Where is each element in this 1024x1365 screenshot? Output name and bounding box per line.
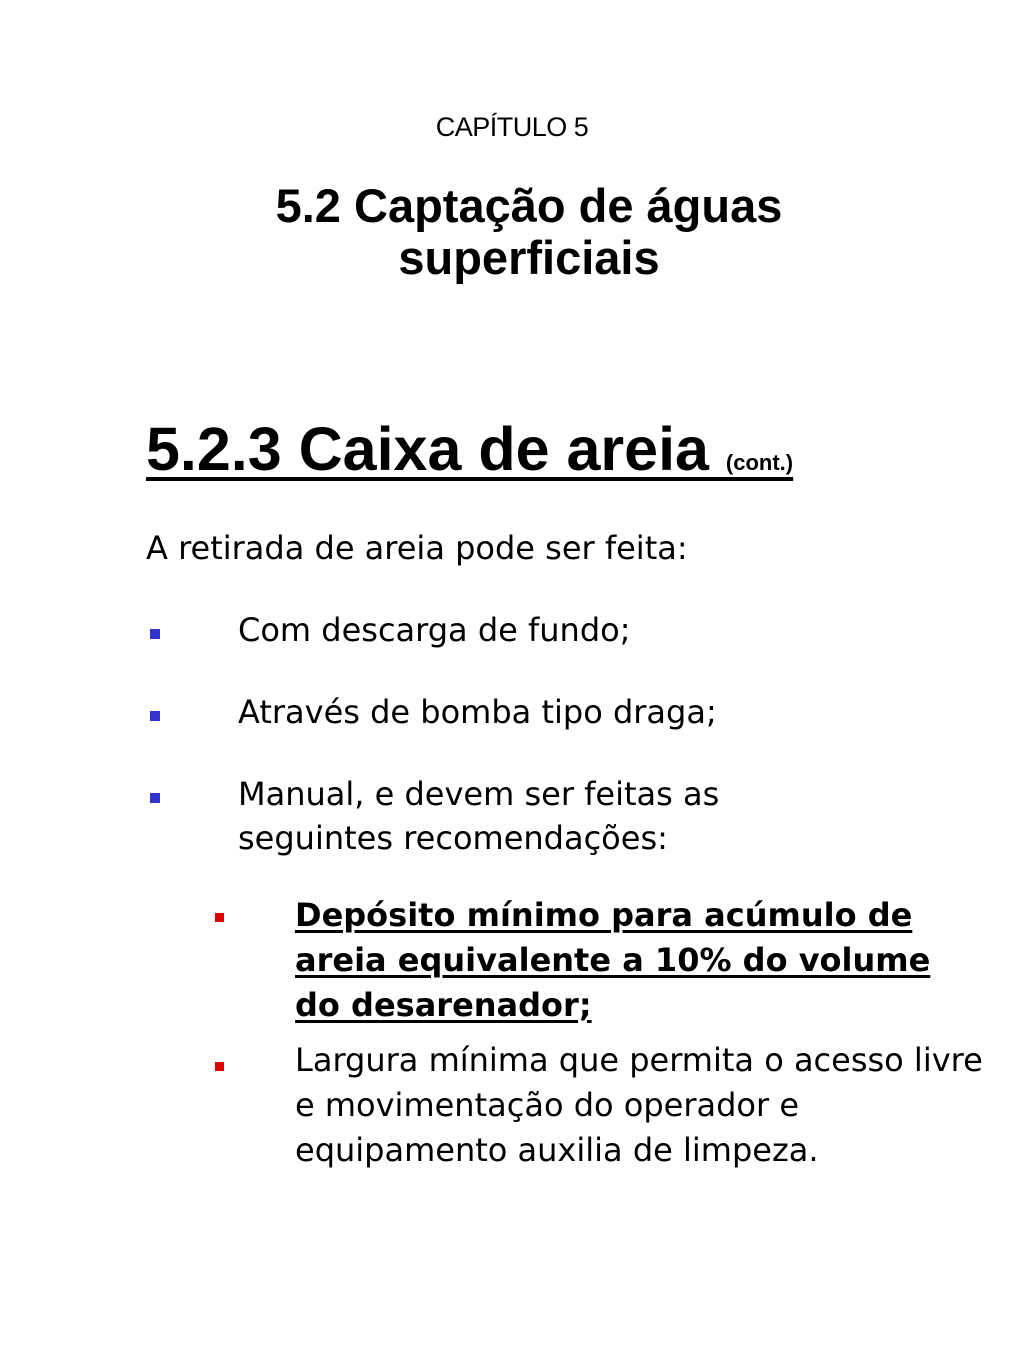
list-item-text: Através de bomba tipo draga;	[238, 693, 717, 731]
sub-list-item-text: Largura mínima que permita o acesso livre e movimentação do operador e equipamento auxilia de limpeza.	[295, 1041, 983, 1169]
section-heading-text: 5.2.3 Caixa de areia	[146, 415, 709, 483]
title-line-1: 5.2 Captação de águas	[275, 179, 783, 232]
title-line-2: superficiais	[398, 231, 660, 284]
section-suffix: (cont.)	[725, 450, 794, 475]
intro-text: A retirada de areia pode ser feita:	[146, 529, 688, 567]
sub-list-item-text: Depósito mínimo para acúmulo de areia equivalente a 10% do volume do desarenador;	[295, 896, 931, 1024]
section-heading	[146, 412, 793, 500]
bullet-square-icon	[150, 711, 160, 721]
bullet-square-icon	[150, 629, 160, 639]
chapter-label: CAPÍTULO 5	[435, 112, 589, 142]
page-title	[0, 180, 1024, 284]
list-item-text: Com descarga de fundo;	[238, 611, 631, 649]
sub-bullet-square-icon	[215, 913, 224, 922]
bullet-square-icon	[150, 793, 160, 803]
sub-bullet-square-icon	[215, 1062, 224, 1071]
list-item-text: Manual, e devem ser feitas as seguintes recomendações:	[238, 775, 720, 857]
